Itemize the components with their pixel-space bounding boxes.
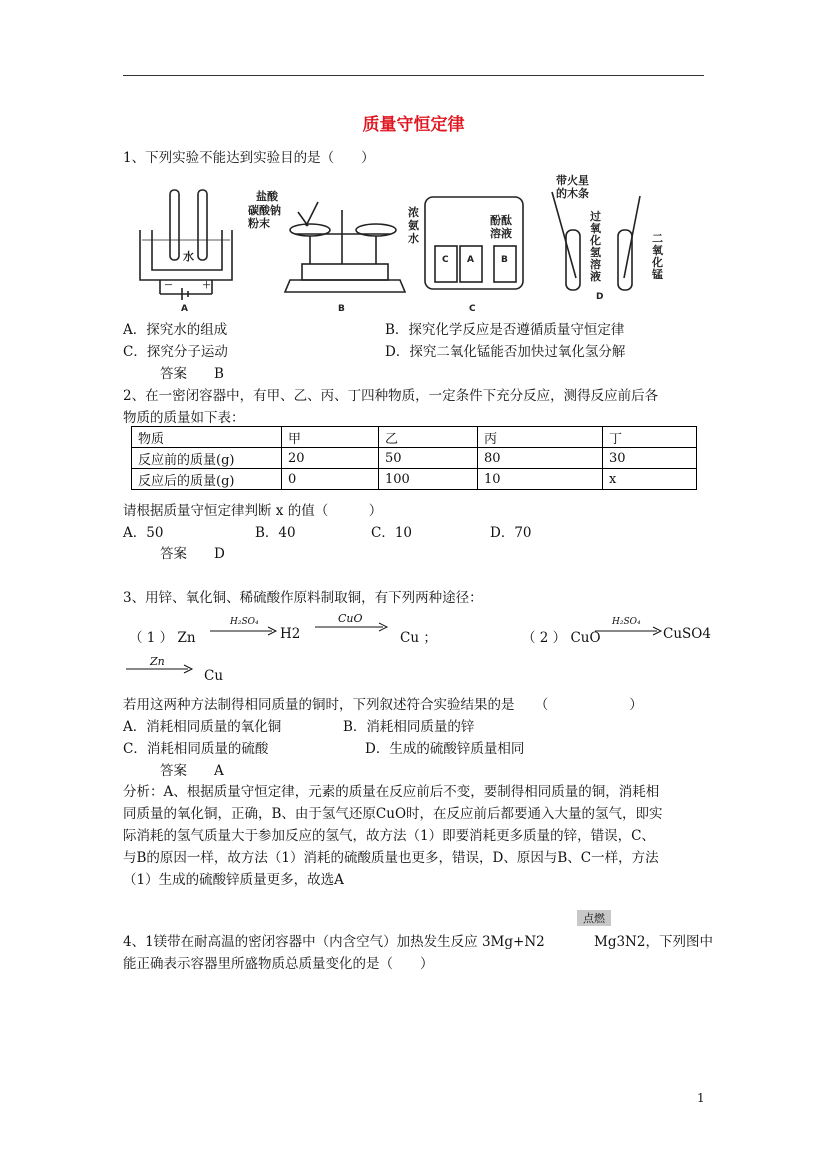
right-arrow-icon bbox=[315, 622, 389, 632]
table-cell: 50 bbox=[379, 448, 478, 469]
fig-c-left1: 浓 bbox=[408, 206, 419, 219]
q3-route1-mid: H2 bbox=[280, 626, 301, 642]
q3-route2-end: Cu bbox=[204, 668, 224, 684]
table-cell: 10 bbox=[478, 469, 603, 490]
table-cell: 物质 bbox=[132, 427, 282, 448]
q4-line1-a: 4、1镁带在耐高温的密闭容器中（内含空气）加热发生反应 3Mg+N2 bbox=[123, 934, 545, 950]
fig-b-label: B bbox=[338, 304, 345, 314]
q3-route2-reagent1: H₂SO₄ bbox=[612, 617, 641, 627]
fig-c-beaker-a: A bbox=[467, 255, 474, 265]
table-cell: 丙 bbox=[478, 427, 603, 448]
q2-stem-line1: 2、在一密闭容器中，有甲、乙、丙、丁四种物质，一定条件下充分反应，测得反应前后各 bbox=[123, 388, 659, 404]
q3-route1-end: Cu ； bbox=[400, 630, 437, 646]
q2-option-d: D．70 bbox=[490, 525, 532, 541]
q1-figure bbox=[130, 172, 670, 314]
q3-answer: 答案 A bbox=[160, 763, 224, 779]
q3-analysis-line: 同质量的氧化铜，正确，B、由于氢气还原CuO时，在反应前后都要通入大量的氢气，即实 bbox=[123, 806, 663, 822]
q3-route2-reagent2: Zn bbox=[150, 655, 165, 668]
q2-stem-line2: 物质的质量如下表： bbox=[123, 410, 245, 426]
fig-a-plus: ＋ bbox=[202, 281, 212, 291]
fig-d-right-0: 二 bbox=[652, 232, 663, 245]
fig-c-label: C bbox=[469, 304, 476, 314]
table-cell: 20 bbox=[282, 448, 379, 469]
q4-line2: 能正确表示容器里所盛物质总质量变化的是（ ） bbox=[123, 956, 434, 972]
fig-d-mid-0: 过 bbox=[590, 210, 601, 223]
fig-a-minus: － bbox=[164, 281, 174, 291]
fig-b-powder2: 粉末 bbox=[248, 217, 270, 230]
table-cell: 80 bbox=[478, 448, 603, 469]
fig-d-top2: 的木条 bbox=[556, 187, 589, 200]
fig-c-beaker-c: C bbox=[442, 255, 449, 265]
table-cell: 100 bbox=[379, 469, 478, 490]
q3-route1-reagent2: CuO bbox=[338, 612, 363, 625]
q2-option-a: A．50 bbox=[123, 525, 164, 541]
fig-b-powder1: 碳酸钠 bbox=[248, 204, 281, 217]
q1-option-d: D．探究二氧化锰能否加快过氧化氢分解 bbox=[385, 344, 626, 360]
q2-answer: 答案 D bbox=[160, 546, 225, 562]
q3-option-b: B．消耗相同质量的锌 bbox=[343, 719, 475, 735]
table-cell: x bbox=[603, 469, 697, 490]
fig-a-label: A bbox=[181, 304, 188, 314]
q1-option-b: B．探究化学反应是否遵循质量守恒定律 bbox=[385, 322, 625, 338]
q3-option-c: C．消耗相同质量的硫酸 bbox=[123, 741, 269, 757]
table-cell: 反应前的质量(g) bbox=[132, 448, 282, 469]
q3-route1-label: （ 1 ） Zn bbox=[129, 630, 196, 646]
right-arrow-icon bbox=[595, 626, 663, 636]
q3-option-a: A．消耗相同质量的氧化铜 bbox=[123, 719, 282, 735]
q1-answer: 答案 B bbox=[160, 366, 224, 382]
q1-stem: 1、下列实验不能达到实验目的是（ ） bbox=[123, 150, 375, 166]
q3-stem: 3、用锌、氧化铜、稀硫酸作原料制取铜，有下列两种途径： bbox=[123, 590, 483, 606]
q3-route2-mid: CuSO4 bbox=[663, 626, 711, 642]
fig-c-left3: 水 bbox=[408, 232, 419, 245]
table-row bbox=[132, 427, 697, 448]
q1-option-a: A．探究水的组成 bbox=[123, 322, 228, 338]
fig-d-top1: 带火星 bbox=[556, 174, 589, 187]
fig-d-right-3: 锰 bbox=[652, 268, 663, 281]
q3-route1-reagent1: H₂SO₄ bbox=[230, 617, 259, 627]
q3-analysis-line: 与B的原因一样，故方法（1）消耗的硫酸质量也更多，错误，D、原因与B、C一样，方法 bbox=[123, 850, 659, 866]
q4-reaction-condition: 点燃 bbox=[577, 910, 611, 926]
table-cell: 30 bbox=[603, 448, 697, 469]
fig-d-right-1: 氧 bbox=[652, 244, 663, 257]
fig-d-mid-4: 溶 bbox=[590, 258, 601, 271]
q2-option-c: C．10 bbox=[371, 525, 413, 541]
page-number: 1 bbox=[697, 1091, 705, 1105]
page-title: 质量守恒定律 bbox=[362, 115, 465, 135]
right-arrow-icon bbox=[126, 664, 194, 674]
fig-d-mid-3: 氢 bbox=[590, 246, 601, 259]
q3-route2-label: （ 2 ） CuO bbox=[522, 630, 601, 646]
fig-a-water: 水 bbox=[183, 250, 194, 263]
table-cell: 甲 bbox=[282, 427, 379, 448]
table-cell: 丁 bbox=[603, 427, 697, 448]
q2-option-b: B．40 bbox=[255, 525, 296, 541]
fig-d-mid-2: 化 bbox=[590, 234, 601, 247]
q3-option-d: D．生成的硫酸锌质量相同 bbox=[365, 741, 525, 757]
fig-c-left2: 氨 bbox=[408, 219, 419, 232]
q1-option-c: C．探究分子运动 bbox=[123, 344, 228, 360]
table-cell: 0 bbox=[282, 469, 379, 490]
q2-mass-table bbox=[131, 426, 697, 490]
fig-d-label: D bbox=[596, 292, 604, 302]
fig-b-acid: 盐酸 bbox=[256, 190, 278, 203]
q3-analysis-line: （1）生成的硫酸锌质量更多，故选A bbox=[123, 872, 344, 888]
table-cell: 乙 bbox=[379, 427, 478, 448]
table-row bbox=[132, 469, 697, 490]
header-rule bbox=[123, 75, 704, 76]
table-row bbox=[132, 448, 697, 469]
fig-d-mid-5: 液 bbox=[590, 270, 601, 283]
fig-c-right1: 酚酞 bbox=[490, 214, 512, 227]
right-arrow-icon bbox=[210, 626, 278, 636]
q3-question: 若用这两种方法制得相同质量的铜时，下列叙述符合实验结果的是 （ ） bbox=[123, 697, 643, 713]
q2-question: 请根据质量守恒定律判断 x 的值（ ） bbox=[123, 503, 383, 519]
q3-analysis-line: 分析：A、根据质量守恒定律，元素的质量在反应前后不变，要制得相同质量的铜，消耗相 bbox=[123, 784, 660, 800]
fig-c-beaker-b: B bbox=[501, 255, 508, 265]
fig-d-right-2: 化 bbox=[652, 256, 663, 269]
q4-line1-b: Mg3N2，下列图中 bbox=[594, 934, 713, 950]
fig-d-mid-1: 氧 bbox=[590, 222, 601, 235]
fig-c-right2: 溶液 bbox=[490, 227, 512, 240]
table-cell: 反应后的质量(g) bbox=[132, 469, 282, 490]
q3-analysis-line: 际消耗的氢气质量大于参加反应的氢气，故方法（1）即要消耗更多质量的锌，错误，C、 bbox=[123, 828, 655, 844]
